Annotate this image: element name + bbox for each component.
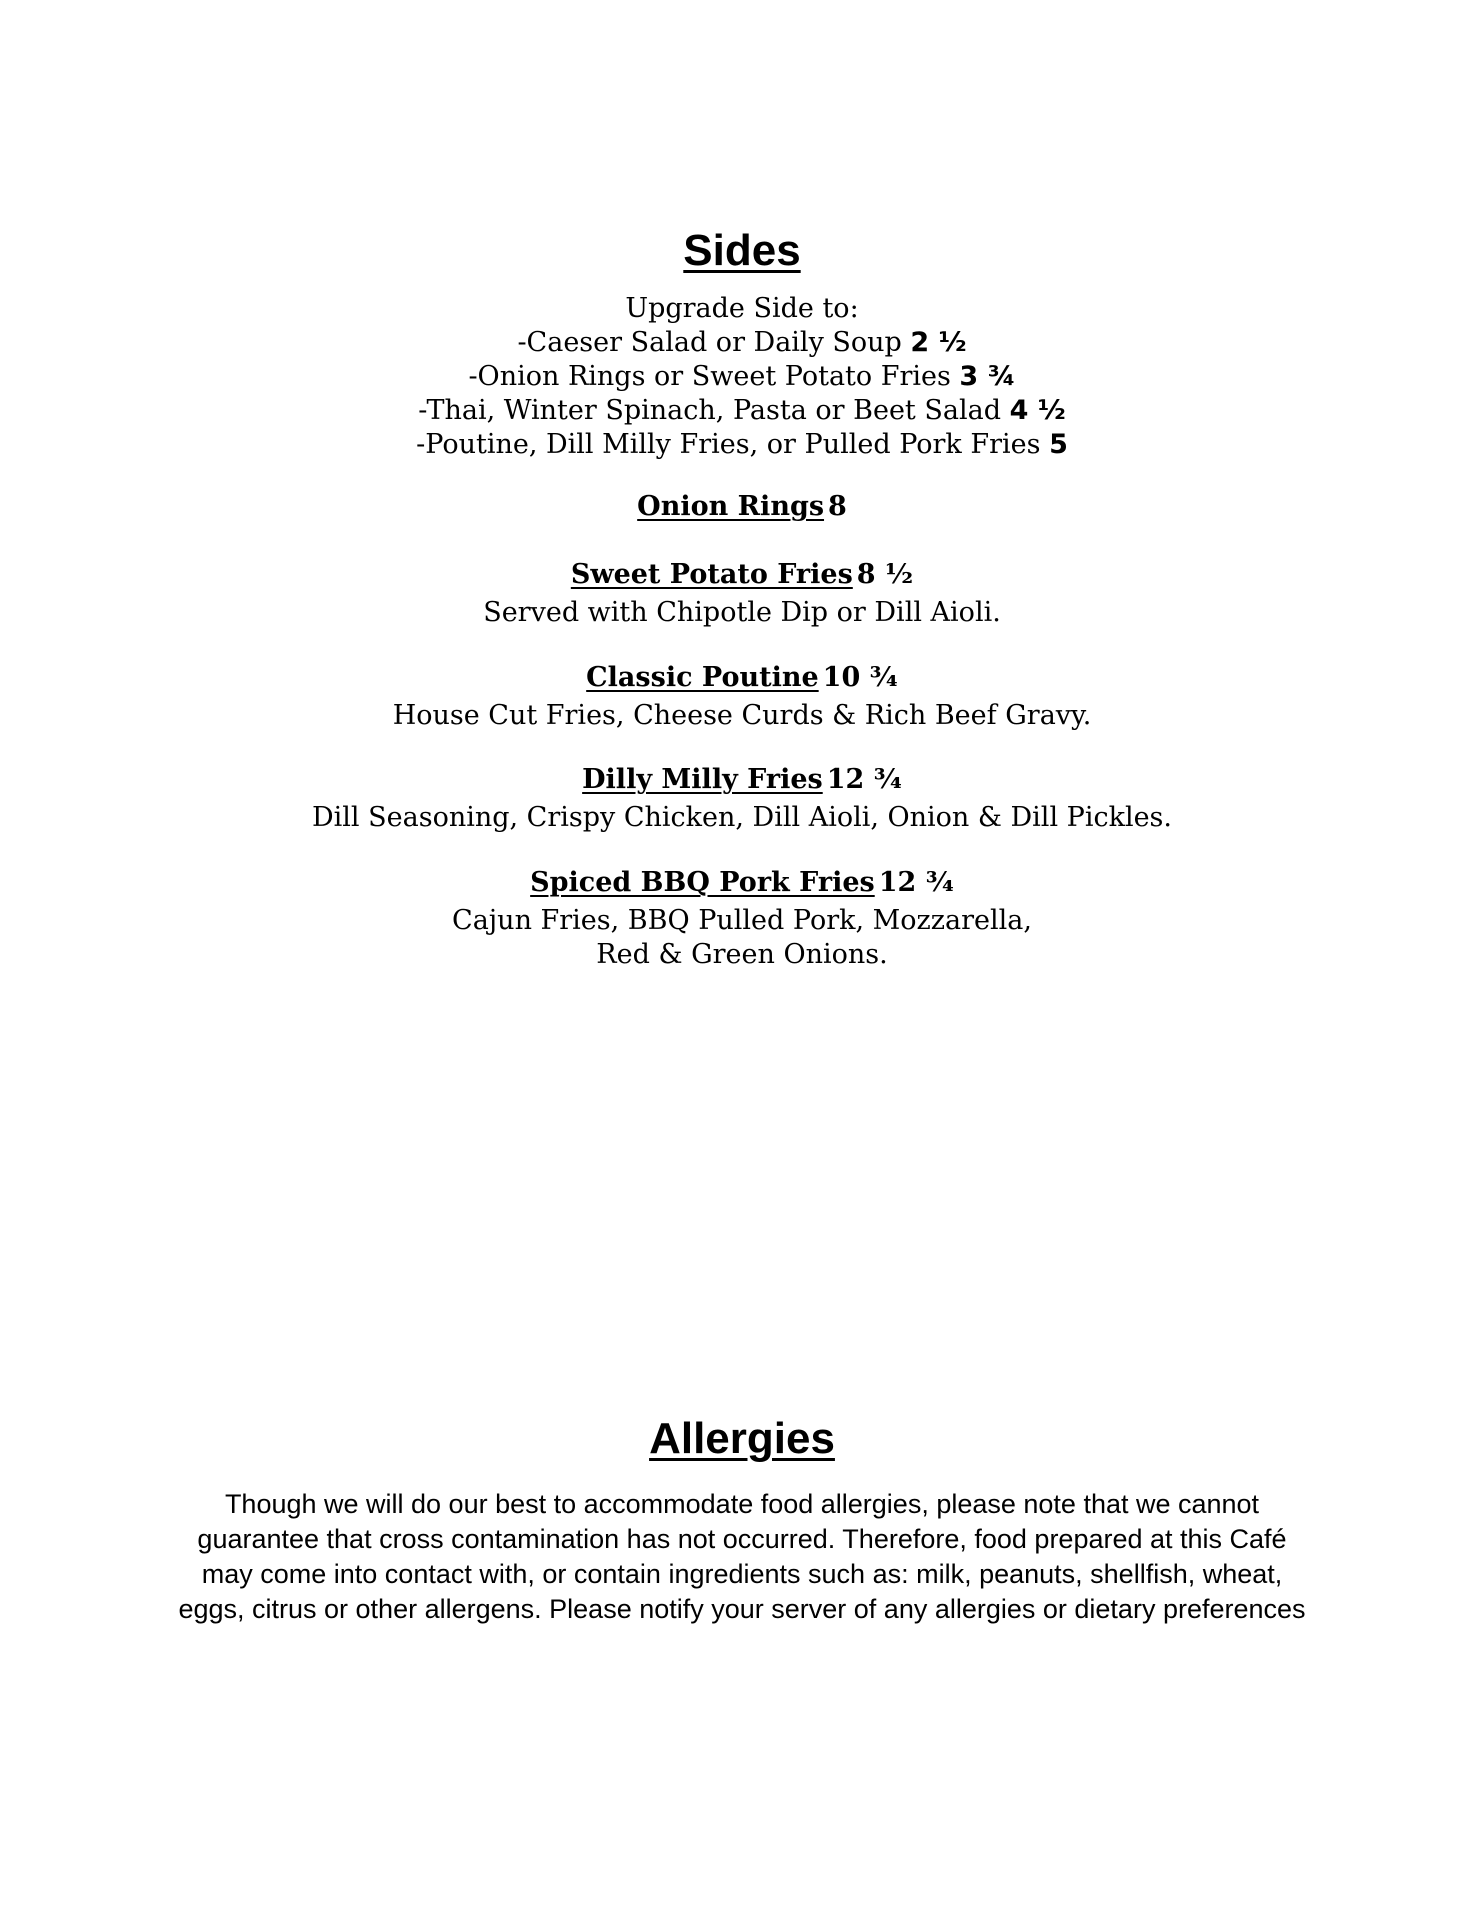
menu-item-onion-rings [0, 490, 1484, 528]
upgrade-option-price: 2 ½ [910, 327, 967, 358]
allergies-heading: Allergies [649, 1414, 835, 1463]
menu-item-name: Sweet Potato Fries [570, 559, 853, 590]
upgrade-option-text: -Onion Rings or Sweet Potato Fries [468, 361, 960, 392]
menu-item-price: 12 ¾ [878, 867, 954, 898]
upgrade-option [0, 428, 1484, 462]
allergies-notice: Though we will do our best to accommodate food allergies, please note that we cannot guarantee that cross contamination has not occurred. Therefore, food prepared at this Café may come into contact with, or contain ingredients such as: milk, peanuts, shellfish, wheat, eggs, citrus or other allergens. Please notify your server of any allergies or dietary preferences [178, 1489, 1306, 1624]
menu-item-price: 10 ¾ [822, 662, 898, 693]
menu-item-price: 8 ½ [856, 559, 914, 590]
upgrade-option-price: 3 ¾ [959, 361, 1016, 392]
menu-item-name: Classic Poutine [586, 662, 819, 693]
menu-item-name: Dilly Milly Fries [582, 764, 823, 795]
menu-item-name: Spiced BBQ Pork Fries [530, 867, 875, 898]
menu-item-sweet-potato-fries [0, 558, 1484, 630]
menu-item-name: Onion Rings [637, 491, 825, 522]
menu-item-dilly-milly-fries [0, 763, 1484, 835]
upgrade-heading: Upgrade Side to: [625, 293, 859, 324]
upgrade-option [0, 326, 1484, 360]
upgrade-side-block [0, 292, 1484, 462]
menu-item-spiced-bbq-pork-fries [0, 866, 1484, 972]
menu-item-classic-poutine [0, 661, 1484, 733]
upgrade-option-text: -Caeser Salad or Daily Soup [517, 327, 911, 358]
menu-item-description: Served with Chipotle Dip or Dill Aioli. [483, 597, 1001, 628]
upgrade-option [0, 394, 1484, 428]
menu-item-price: 12 ¾ [826, 764, 902, 795]
menu-item-description: Cajun Fries, BBQ Pulled Pork, Mozzarella, Red & Green Onions. [452, 905, 1032, 970]
menu-item-description: Dill Seasoning, Crispy Chicken, Dill Aioli, Onion & Dill Pickles. [312, 802, 1172, 833]
upgrade-option-price: 4 ½ [1009, 395, 1066, 426]
menu-item-description: House Cut Fries, Cheese Curds & Rich Beef Gravy. [392, 700, 1092, 731]
upgrade-option-text: -Poutine, Dill Milly Fries, or Pulled Pork Fries [416, 429, 1050, 460]
menu-item-price: 8 [828, 491, 847, 522]
upgrade-option-text: -Thai, Winter Spinach, Pasta or Beet Salad [418, 395, 1010, 426]
upgrade-option-price: 5 [1049, 429, 1068, 460]
upgrade-option [0, 360, 1484, 394]
sides-heading: Sides [683, 226, 801, 275]
